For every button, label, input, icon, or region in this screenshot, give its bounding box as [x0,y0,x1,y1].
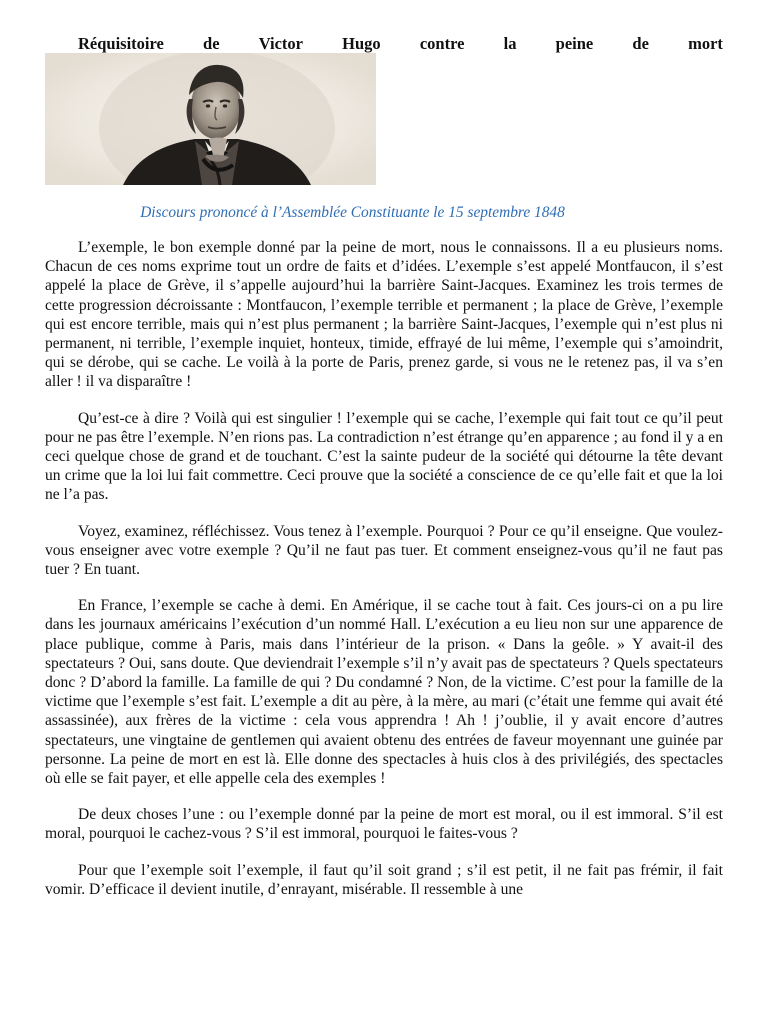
title-word: Hugo [342,34,381,53]
paragraph: De deux choses l’une : ou l’exemple donné par la peine de mort est moral, ou il est immoral. S’il est moral, pourquoi le cachez-vous ? S’il est immoral, pourquoi le faites-vous ? [45,806,723,843]
title-word: peine [555,34,594,53]
title-word: Victor [258,34,303,53]
paragraph: Voyez, examinez, réfléchissez. Vous tenez à l’exemple. Pourquoi ? Pour ce qu’il enseigne. Que voulez-vous enseigner avec votre exemple ? Qu’il ne faut pas tuer. Et comment enseignez-vous qu’il ne faut pas tuer ? En tuant. [45,522,723,579]
paragraph: Qu’est-ce à dire ? Voilà qui est singulier ! l’exemple qui se cache, l’exemple qui fait tout ce qu’il peut pour ne pas être l’exemple. N’en rions pas. La contradiction n’est étrange qu’en apparence ; au fond il y a en ceci quelque chose de grand et de touchant. C’est la sainte pudeur de la société qui détourne la tête devant un crime que la loi lui fait commettre. Ceci prouve que la société a conscience de ce qu’elle fait et que la loi ne l’a pas. [45,409,723,504]
title-word: mort [688,34,723,53]
title-word: de [632,34,649,53]
title-word: de [203,34,220,53]
portrait-engraving-icon [45,53,376,185]
paragraph: L’exemple, le bon exemple donné par la peine de mort, nous le connaissons. Il a eu plusieurs noms. Chacun de ces noms exprime tout un ordre de faits et d’idées. L’exemple s’est appelé Montfaucon, il s’est appelé la place de Grève, il s’appelle aujourd’hui la barrière Saint-Jacques. Examinez les trois termes de cette progression décroissante : Montfaucon, l’exemple terrible et permanent ; la place de Grève, l’exemple qui est encore terrible, mais qui n’est plus permanent ; la barrière Saint-Jacques, l’exemple qui n’est plus ni permanent, ni terrible, l’exemple inquiet, honteux, timide, effrayé de lui même, l’exemple qui s’amoindrit, qui se dérobe, qui se cache. Le voilà à la porte de Paris, prenez garde, si vous ne le retenez pas, il va s’en aller ! il va disparaître ! [45,239,723,391]
document-title [45,34,723,54]
paragraph: En France, l’exemple se cache à demi. En Amérique, il se cache tout à fait. Ces jours-ci on a pu lire dans les journaux américains l’exécution d’un nommé Hall. L’exécution a eu lieu non sur une apparence de place publique, comme à Paris, mais dans l’intérieur de la prison. « Dans la geôle. » Y avait-il des spectateurs ? Oui, sans doute. Que deviendrait l’exemple s’il n’y avait pas de spectateurs ? Quels spectateurs donc ? D’abord la famille. La famille de qui ? Du condamné ? Non, de la victime. C’est pour la famille de la victime que l’exemple s’est fait. L’exemple a dit au père, à la mère, au mari (c’était une femme qui avait été assassinée), aux frères de la victime : cela vous apprendra ! Ah ! j’oublie, il y avait encore d’autres spectateurs, une vingtaine de gentlemen qui avaient obtenu des entrées de faveur moyennant une guinée par personne. La peine de mort en est là. Elle donne des spectacles à huis clos à des privilégiés, des spectacles où elle se fait payer, et elle appelle cela des exemples ! [45,597,723,788]
paragraph: Pour que l’exemple soit l’exemple, il faut qu’il soit grand ; s’il est petit, il ne fait pas frémir, il fait vomir. D’efficace il devient inutile, d’enrayant, misérable. Il ressemble à une [45,861,723,898]
title-word: contre [419,34,465,53]
document-body [45,238,723,916]
title-word: la [503,34,517,53]
speech-subtitle: Discours prononcé à l’Assemblée Constituante le 15 septembre 1848 [140,204,565,221]
title-word: Réquisitoire [78,34,164,53]
